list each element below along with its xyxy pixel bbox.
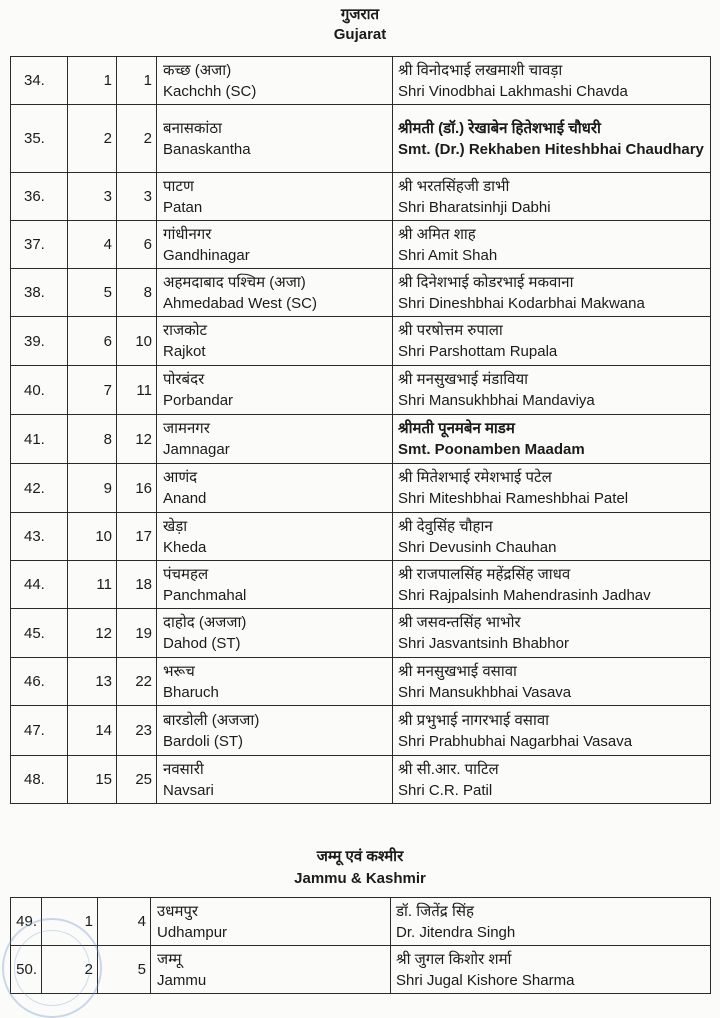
constituency-english: Ahmedabad West (SC) (163, 294, 317, 312)
constituency-hindi: अहमदाबाद पश्चिम (अजा) (163, 273, 306, 291)
candidate-name-hindi: श्री जुगल किशोर शर्मा (396, 950, 512, 968)
candidate-cell (393, 464, 711, 513)
candidate-name-english: Shri Bharatsinhji Dabhi (398, 198, 551, 216)
section-title-hindi: जम्मू एवं कश्मीर (316, 848, 404, 865)
candidate-name-english: Dr. Jitendra Singh (396, 923, 516, 941)
table-row (11, 415, 711, 464)
table-row (11, 269, 711, 317)
constituency-number: 17 (117, 513, 157, 561)
constituency-hindi: पाटण (163, 177, 194, 195)
table-row (11, 366, 711, 415)
serial-number: 43. (11, 513, 68, 561)
constituency-hindi: पंचमहल (163, 565, 209, 583)
candidate-cell (393, 317, 711, 366)
candidate-name-english: Shri Jugal Kishore Sharma (396, 971, 575, 989)
constituency-number: 23 (117, 706, 157, 756)
table-row (11, 898, 711, 946)
candidate-name-hindi: श्री अमित शाह (398, 225, 476, 243)
constituency-number: 4 (98, 898, 151, 946)
constituency-english: Bardoli (ST) (163, 732, 244, 750)
candidate-name-hindi: श्री जसवन्तसिंह भाभोर (398, 614, 521, 631)
constituency-cell (157, 269, 393, 317)
candidate-cell (393, 609, 711, 658)
candidate-name-english: Smt. (Dr.) Rekhaben Hiteshbhai Chaudhary (398, 140, 704, 158)
constituency-hindi: गांधीनगर (163, 225, 212, 243)
constituency-english: Udhampur (157, 923, 228, 941)
constituency-number: 10 (117, 317, 157, 366)
state-serial: 12 (68, 609, 117, 658)
constituency-english: Rajkot (163, 343, 206, 360)
section-title-hindi: गुजरात (340, 6, 380, 23)
constituency-cell (157, 706, 393, 756)
candidate-name-english: Shri Vinodbhai Lakhmashi Chavda (398, 82, 628, 100)
serial-number: 46. (11, 658, 68, 706)
table-row (11, 464, 711, 513)
constituency-hindi: बारडोली (अजजा) (163, 711, 260, 729)
table-row (11, 57, 711, 105)
constituency-cell (157, 609, 393, 658)
constituency-english: Patan (163, 198, 203, 216)
section-title-english: Jammu & Kashmir (294, 870, 426, 887)
table-row (11, 513, 711, 561)
state-serial: 1 (68, 57, 117, 105)
candidate-cell (393, 415, 711, 464)
constituency-cell (157, 366, 393, 415)
state-serial: 1 (42, 898, 98, 946)
state-serial: 15 (68, 756, 117, 804)
constituency-cell (157, 464, 393, 513)
state-serial: 2 (42, 946, 98, 994)
constituency-number: 6 (117, 221, 157, 269)
candidate-name-english: Shri Amit Shah (398, 246, 498, 264)
candidate-cell (393, 221, 711, 269)
state-serial: 14 (68, 706, 117, 756)
serial-number: 40. (11, 366, 68, 415)
candidate-cell (393, 105, 711, 173)
candidate-cell (391, 946, 711, 994)
serial-number: 35. (11, 105, 68, 173)
constituency-english: Jamnagar (163, 441, 230, 458)
candidate-cell (393, 658, 711, 706)
section-title-english: Gujarat (333, 26, 387, 43)
constituency-english: Gandhinagar (163, 246, 250, 264)
candidate-cell (393, 57, 711, 105)
constituency-hindi: जम्मू (157, 950, 182, 968)
state-serial: 9 (68, 464, 117, 513)
constituency-cell (157, 173, 393, 221)
constituency-english: Anand (163, 490, 207, 507)
candidate-name-hindi: श्री प्रभुभाई नागरभाई वसावा (398, 711, 550, 729)
constituency-hindi: बनासकांठा (163, 119, 222, 137)
constituency-number: 16 (117, 464, 157, 513)
constituency-hindi: राजकोट (163, 322, 208, 339)
state-serial: 13 (68, 658, 117, 706)
constituency-english: Navsari (163, 781, 214, 799)
constituency-hindi: आणंद (163, 469, 198, 486)
serial-number: 44. (11, 561, 68, 609)
constituency-number: 22 (117, 658, 157, 706)
constituency-hindi: उधमपुर (157, 902, 199, 920)
candidate-name-hindi: श्री भरतसिंहजी डाभी (398, 177, 510, 195)
serial-number: 45. (11, 609, 68, 658)
candidate-cell (393, 561, 711, 609)
constituency-number: 11 (117, 366, 157, 415)
serial-number: 50. (11, 946, 42, 994)
table-row (11, 105, 711, 173)
candidate-cell (393, 269, 711, 317)
table-row (11, 756, 711, 804)
constituency-number: 12 (117, 415, 157, 464)
candidate-name-english: Shri Rajpalsinh Mahendrasinh Jadhav (398, 586, 651, 604)
constituency-number: 19 (117, 609, 157, 658)
jammu-kashmir-candidates-table (10, 897, 711, 994)
candidate-name-english: Smt. Poonamben Maadam (398, 441, 585, 458)
state-serial: 2 (68, 105, 117, 173)
constituency-english: Kachchh (SC) (163, 82, 257, 100)
constituency-number: 25 (117, 756, 157, 804)
constituency-cell (157, 415, 393, 464)
candidate-name-english: Shri Mansukhbhai Vasava (398, 683, 572, 701)
candidate-name-hindi: डॉ. जितेंद्र सिंह (396, 902, 474, 920)
serial-number: 41. (11, 415, 68, 464)
state-serial: 6 (68, 317, 117, 366)
candidate-cell (393, 366, 711, 415)
serial-number: 37. (11, 221, 68, 269)
candidate-name-english: Shri C.R. Patil (398, 781, 493, 799)
state-serial: 10 (68, 513, 117, 561)
gujarat-candidates-table (10, 56, 711, 804)
candidate-name-hindi: श्री सी.आर. पाटिल (398, 760, 499, 778)
candidate-cell (391, 898, 711, 946)
table-row (11, 561, 711, 609)
constituency-hindi: पोरबंदर (163, 371, 205, 388)
table-row (11, 609, 711, 658)
constituency-cell (157, 317, 393, 366)
candidate-name-hindi: श्री मितेशभाई रमेशभाई पटेल (398, 469, 552, 486)
candidate-name-hindi: श्री राजपालसिंह महेंद्रसिंह जाधव (398, 565, 571, 583)
candidate-name-hindi: श्री परषोत्तम रुपाला (398, 322, 503, 339)
constituency-hindi: जामनगर (163, 420, 210, 437)
constituency-hindi: खेड़ा (163, 517, 188, 535)
constituency-cell (157, 513, 393, 561)
constituency-english: Panchmahal (163, 586, 247, 604)
state-serial: 5 (68, 269, 117, 317)
table-row (11, 658, 711, 706)
constituency-number: 2 (117, 105, 157, 173)
constituency-cell (157, 561, 393, 609)
state-serial: 7 (68, 366, 117, 415)
constituency-hindi: नवसारी (163, 760, 204, 778)
candidate-name-english: Shri Devusinh Chauhan (398, 538, 557, 556)
serial-number: 47. (11, 706, 68, 756)
candidate-cell (393, 756, 711, 804)
constituency-cell (151, 946, 391, 994)
constituency-english: Bharuch (163, 683, 219, 701)
constituency-cell (157, 658, 393, 706)
candidate-name-english: Shri Miteshbhai Rameshbhai Patel (398, 490, 629, 507)
candidate-cell (393, 706, 711, 756)
candidate-name-english: Shri Jasvantsinh Bhabhor (398, 635, 569, 652)
constituency-english: Kheda (163, 538, 207, 556)
table-row (11, 946, 711, 994)
candidate-name-hindi: श्री मनसुखभाई मंडाविया (398, 371, 529, 388)
constituency-number: 3 (117, 173, 157, 221)
state-serial: 4 (68, 221, 117, 269)
candidate-name-english: Shri Dineshbhai Kodarbhai Makwana (398, 294, 645, 312)
candidate-name-hindi: श्री विनोदभाई लखमाशी चावड़ा (398, 61, 563, 79)
candidate-name-hindi: श्री मनसुखभाई वसावा (398, 662, 517, 680)
constituency-english: Jammu (157, 971, 207, 989)
table-row (11, 317, 711, 366)
serial-number: 48. (11, 756, 68, 804)
serial-number: 36. (11, 173, 68, 221)
constituency-cell (157, 57, 393, 105)
state-serial: 8 (68, 415, 117, 464)
serial-number: 39. (11, 317, 68, 366)
constituency-number: 1 (117, 57, 157, 105)
constituency-english: Dahod (ST) (163, 635, 241, 652)
constituency-number: 18 (117, 561, 157, 609)
candidate-name-english: Shri Prabhubhai Nagarbhai Vasava (398, 732, 633, 750)
candidate-name-hindi: श्रीमती (डॉ.) रेखाबेन हितेशभाई चौधरी (398, 119, 601, 137)
table-row (11, 221, 711, 269)
constituency-hindi: दाहोद (अजजा) (163, 614, 247, 631)
state-serial: 3 (68, 173, 117, 221)
constituency-hindi: भरूच (163, 662, 195, 680)
constituency-cell (157, 105, 393, 173)
constituency-cell (157, 221, 393, 269)
candidate-name-english: Shri Mansukhbhai Mandaviya (398, 392, 595, 409)
constituency-hindi: कच्छ (अजा) (163, 61, 232, 79)
table-row (11, 173, 711, 221)
candidate-name-hindi: श्री देवुसिंह चौहान (398, 517, 493, 535)
constituency-number: 8 (117, 269, 157, 317)
serial-number: 42. (11, 464, 68, 513)
candidate-name-hindi: श्रीमती पूनमबेन माडम (398, 420, 515, 437)
candidate-cell (393, 173, 711, 221)
constituency-number: 5 (98, 946, 151, 994)
constituency-cell (151, 898, 391, 946)
candidate-name-english: Shri Parshottam Rupala (398, 343, 558, 360)
state-serial: 11 (68, 561, 117, 609)
constituency-english: Banaskantha (163, 140, 251, 158)
candidate-name-hindi: श्री दिनेशभाई कोडरभाई मकवाना (398, 273, 574, 291)
serial-number: 34. (11, 57, 68, 105)
serial-number: 49. (11, 898, 42, 946)
constituency-english: Porbandar (163, 392, 234, 409)
candidate-cell (393, 513, 711, 561)
table-row (11, 706, 711, 756)
serial-number: 38. (11, 269, 68, 317)
constituency-cell (157, 756, 393, 804)
